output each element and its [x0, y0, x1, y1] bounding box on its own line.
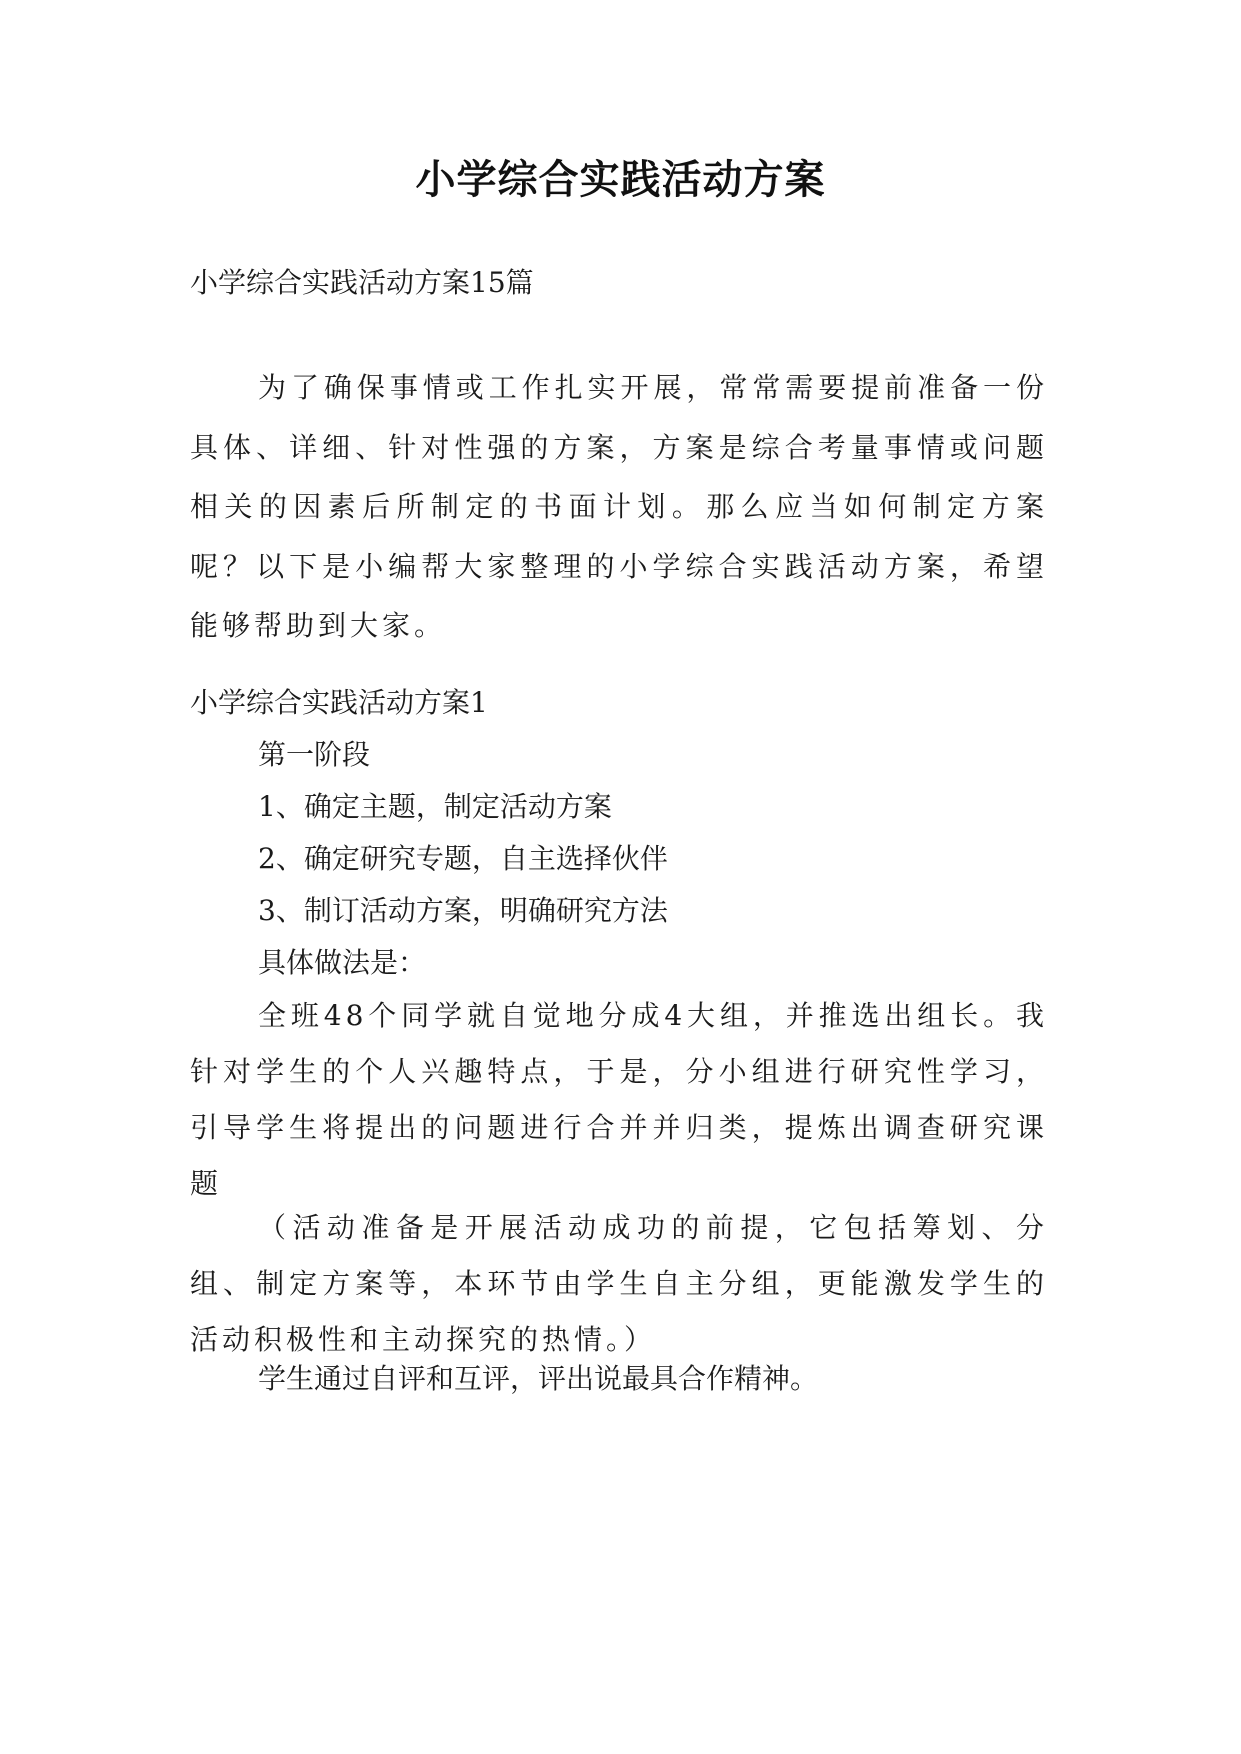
stage-label: 第一阶段: [258, 738, 371, 771]
note-paragraph: （活动准备是开展活动成功的前提，它包括筹划、分组、制定方案等，本环节由学生自主分组，更能激发学生的活动积极性和主动探究的热情。）: [190, 1211, 1048, 1356]
closing-paragraph: 学生通过自评和互评，评出说最具合作精神。: [258, 1362, 819, 1395]
method-label: 具体做法是：: [258, 946, 427, 979]
intro-paragraph: 为了确保事情或工作扎实开展，常常需要提前准备一份具体、详细、针对性强的方案，方案是综合考量事情或问题相关的因素后所制定的书面计划。那么应当如何制定方案呢？以下是小编帮大家整理的小学综合实践活动方案，希望能够帮助到大家。: [190, 371, 1048, 642]
list-item: 1、确定主题，制定活动方案: [258, 790, 612, 823]
list-item: 2、确定研究专题，自主选择伙伴: [258, 842, 668, 875]
document-subtitle: 小学综合实践活动方案15篇: [190, 266, 534, 299]
document-title: 小学综合实践活动方案: [415, 157, 826, 203]
method-paragraph: 全班48个同学就自觉地分成4大组，并推选出组长。我针对学生的个人兴趣特点，于是，分小组进行研究性学习，引导学生将提出的问题进行合并并归类，提炼出调查研究课题: [190, 999, 1048, 1200]
section-heading: 小学综合实践活动方案1: [190, 686, 488, 719]
list-item: 3、制订活动方案，明确研究方法: [258, 894, 668, 927]
